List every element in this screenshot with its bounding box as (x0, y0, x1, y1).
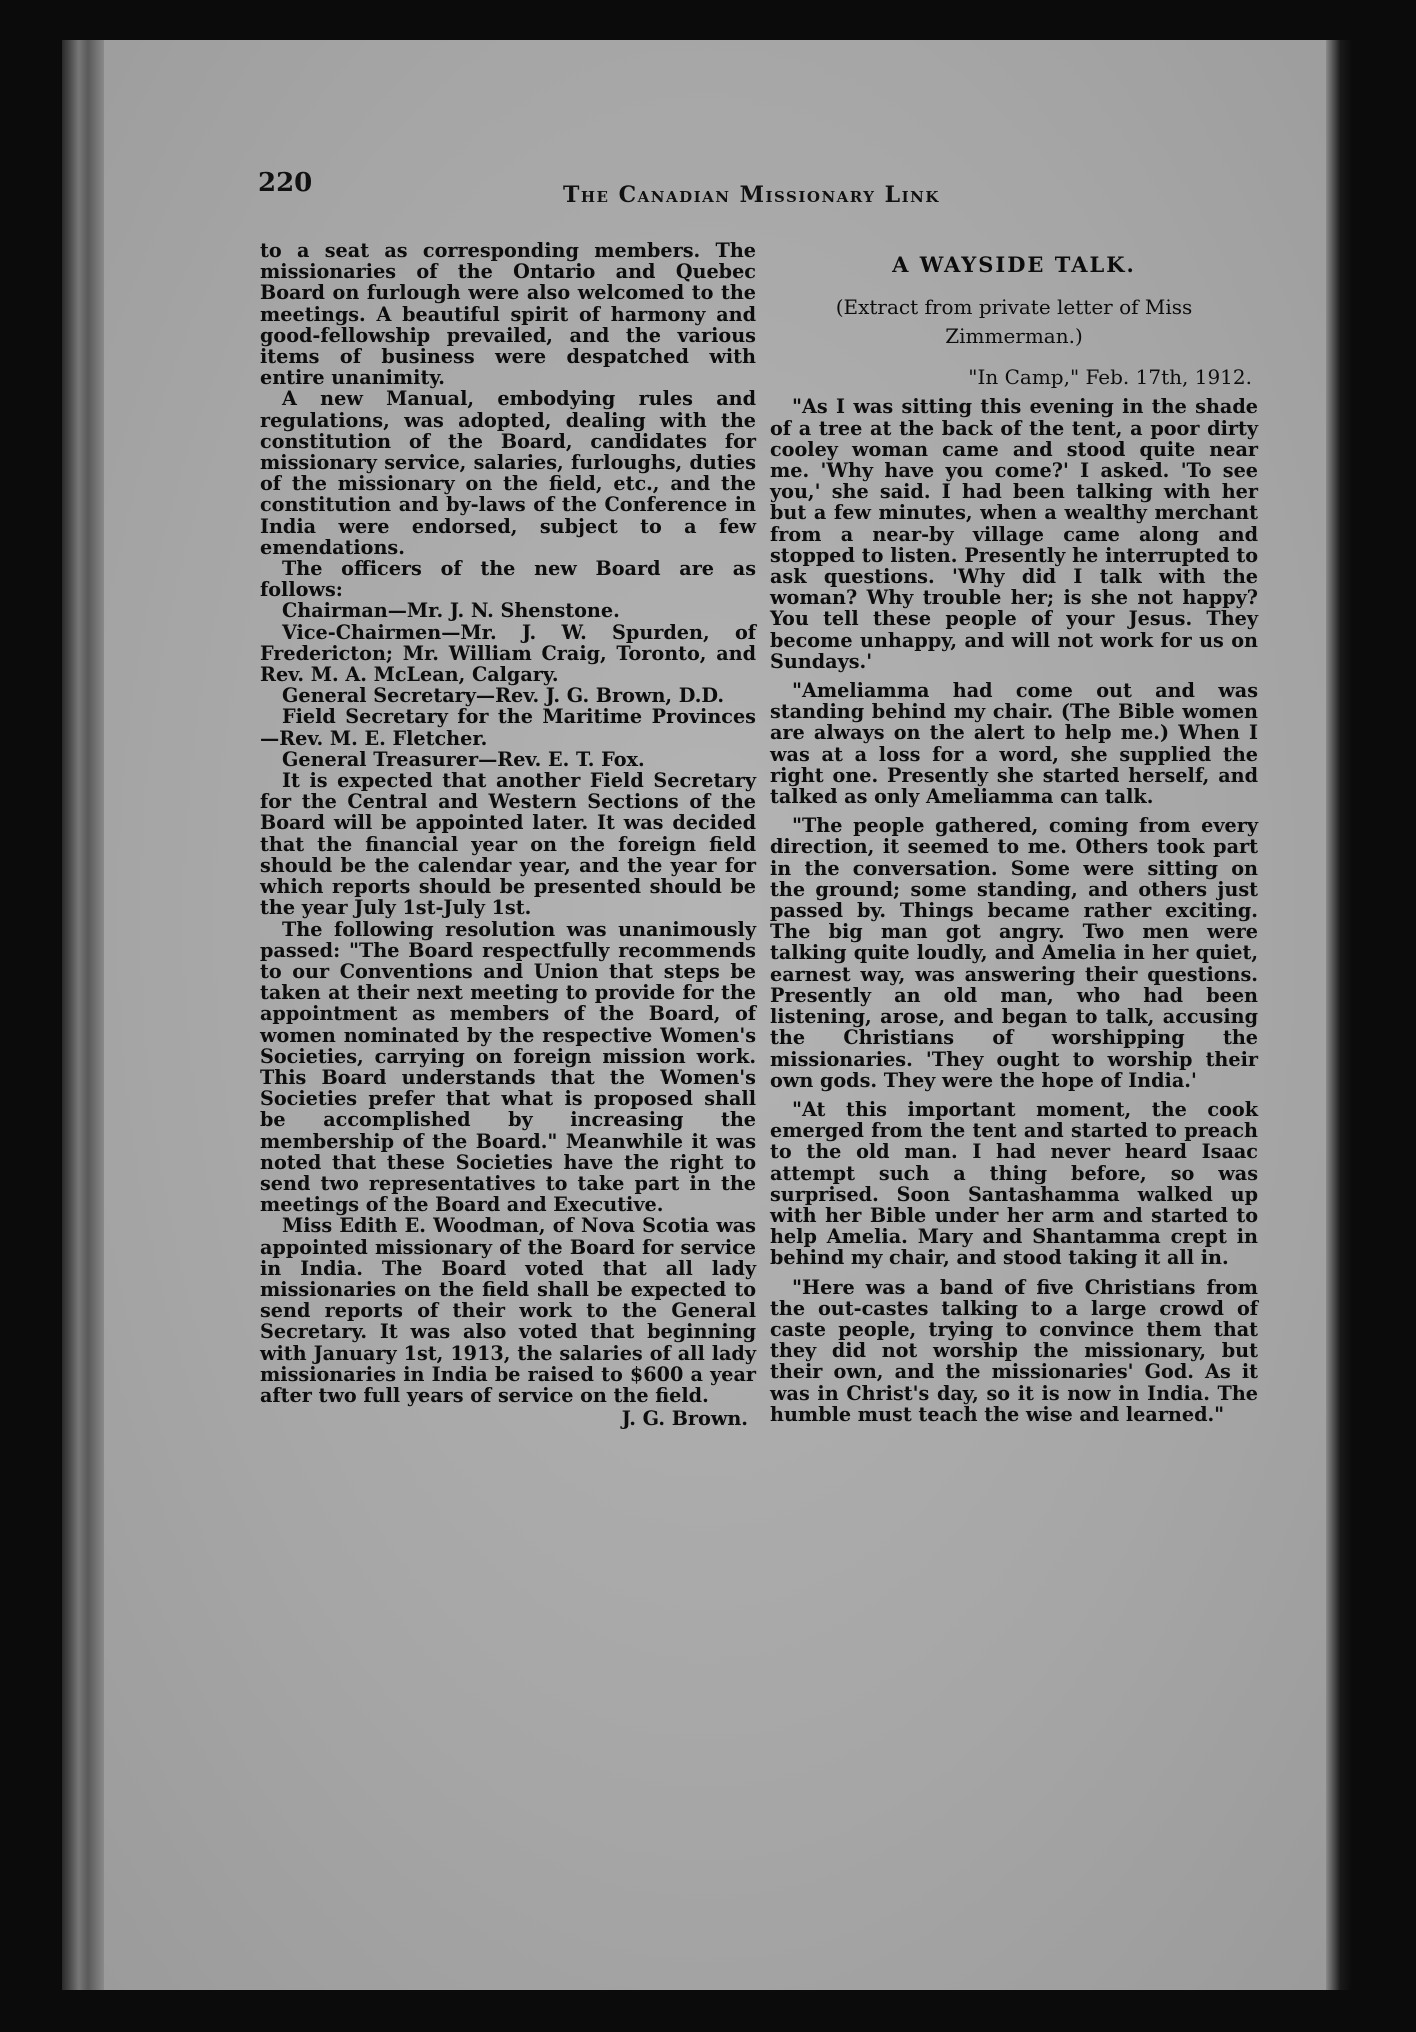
paragraph: It is expected that another Field Secretary for the Central and Western Sections of the Board will be appointed later. It was decided that the financial year on the foreign field should be the calendar year, and the year for which reports should be presented should be the year July 1st-July 1st. (260, 769, 756, 920)
right-column (770, 254, 1258, 1425)
paragraph: "Here was a band of five Christians from the out-castes talking to a large crowd of caste people, trying to convince them that they did not worship the missionary, but their own, and the missionaries' God. As it was in Christ's day, so it is now in India. The humble must teach the wise and learned." (770, 1275, 1258, 1426)
article-title: A WAYSIDE TALK. (892, 252, 1136, 277)
paragraph: "At this important moment, the cook emerged from the tent and started to preach to the old man. I had never heard Isaac attempt such a thing before, so was surprised. Soon Santashamma walked up with her Bible under her arm and started to help Amelia. Mary and Shantamma crept in behind my chair, and stood taking it all in. (770, 1097, 1258, 1270)
officer-line: Chairman—Mr. J. N. Shenstone. (282, 599, 620, 623)
paragraph: "The people gathered, coming from every direction, it seemed to me. Others took part in the conversation. Some were sitting on the ground; some standing, and others just passed by. Things became rather exciting. The big man got angry. Two men were talking quite loudly, and Amelia in her quiet, earnest way, was answering their questions. Presently an old man, who had been listening, arose, and began to talk, accusing the Christians of worshipping the missionaries. 'They ought to worship their own gods. They were the hope of India.' (770, 814, 1258, 1092)
paragraph: The following resolution was unanimously passed: "The Board respectfully recommends to our Conventions and Union that steps be taken at their next meeting to provide for the appointment as members of the Board, of women nominated by the respective Women's Societies, carrying on foreign mission work. This Board understands that the Women's Societies prefer that what is proposed shall be accomplished by increasing the membership of the Board." Meanwhile it was noted that these Societies have the right to send two representatives to take part in the meetings of the Board and Executive. (260, 917, 756, 1217)
officer-line: General Secretary—Rev. J. G. Brown, D.D. (282, 684, 725, 708)
page-binding (62, 40, 104, 1990)
officer-line: General Treasurer—Rev. E. T. Fox. (282, 747, 645, 771)
officer-line: Field Secretary for the Maritime Provinces—Rev. M. E. Fletcher. (260, 705, 756, 750)
paragraph: "As I was sitting this evening in the shade of a tree at the back of the tent, a poor dirty cooley woman came and stood quite near me. 'Why have you come?' I asked. 'To see you,' she said. I had been talking with her but a few minutes, when a wealthy merchant from a near-by village came along and stopped to listen. Presently he interrupted to ask questions. 'Why did I talk with the woman? Why trouble her; is she not happy? You tell these people of your Jesus. They become unhappy, and will not work for us on Sundays.' (770, 395, 1258, 673)
left-column (260, 240, 756, 1429)
page-header (258, 168, 1038, 218)
paragraph: A new Manual, embodying rules and regulations, was adopted, dealing with the constitution of the Board, candidates for missionary service, salaries, furloughs, duties of the missionary on the field, etc., and the constitution and by-laws of the Conference in India were endorsed, subject to a few emendations. (260, 387, 756, 559)
paragraph: Miss Edith E. Woodman, of Nova Scotia was appointed missionary of the Board for service in India. The Board voted that all lady missionaries on the field shall be expected to send reports of their work to the General Secretary. It was also voted that beginning with January 1st, 1913, the salaries of all lady missionaries in India be raised to $600 a year after two full years of service on the field. (260, 1214, 756, 1407)
dateline: "In Camp," Feb. 17th, 1912. (968, 365, 1252, 390)
page-number: 220 (258, 168, 313, 198)
page-edge (1326, 40, 1352, 1990)
running-head: The Canadian Missionary Link (563, 182, 940, 208)
article-subtitle: (Extract from private letter of Miss Zimmerman.) (835, 295, 1193, 349)
paragraph: "Ameliamma had come out and was standing behind my chair. (The Bible women are always on the alert to help me.) When I was at a loss for a word, she supplied the right one. Presently she started herself, and talked as only Ameliamma can talk. (770, 679, 1258, 809)
paragraph: to a seat as corresponding members. The missionaries of the Ontario and Quebec Board on furlough were also welcomed to the meetings. A beautiful spirit of harmony and good-fellowship prevailed, and the various items of business were despatched with entire unanimity. (260, 239, 756, 390)
signature: J. G. Brown. (621, 1407, 748, 1431)
officer-line: Vice-Chairmen—Mr. J. W. Spurden, of Fredericton; Mr. William Craig, Toronto, and Rev. M. A. McLean, Calgary. (260, 620, 756, 687)
paragraph: The officers of the new Board are as follows: (260, 557, 756, 602)
